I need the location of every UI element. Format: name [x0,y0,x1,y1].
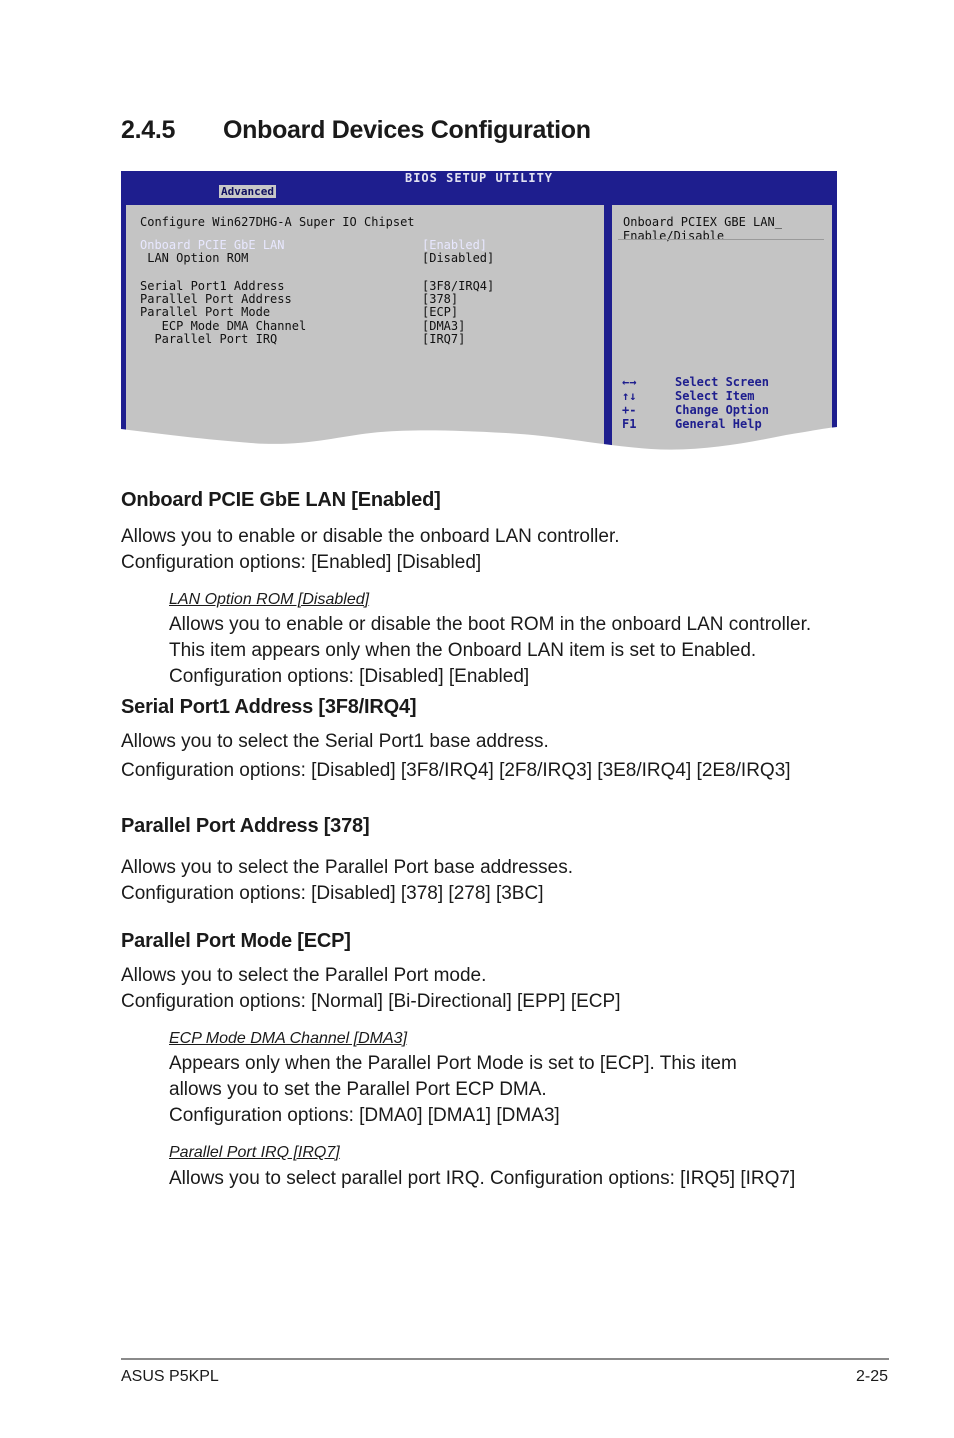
par-mode-desc: Allows you to select the Parallel Port mode. [121,965,487,986]
bios-row-value: [DMA3] [422,319,466,333]
bios-row-label: Parallel Port IRQ [140,332,278,346]
bios-screenshot [121,171,837,458]
onboard-lan-desc: Allows you to enable or disable the onboard LAN controller. [121,526,620,547]
heading-parallel-address: Parallel Port Address [378] [121,815,370,837]
footer-product: ASUS P5KPL [121,1368,219,1385]
footer-page-number: 2-25 [855,1368,888,1385]
ecp-dma-desc-2: allows you to set the Parallel Port ECP DMA. [169,1079,547,1100]
bios-row-value: [Enabled] [422,238,488,252]
par-irq-desc: Allows you to select parallel port IRQ. Configuration options: [IRQ5] [IRQ7] [169,1168,796,1189]
bios-row-label: ECP Mode DMA Channel [140,319,307,333]
section-title-text: Onboard Devices Configuration [223,116,591,144]
footer-rule [121,1358,889,1360]
bios-row-label: Parallel Port Address [140,292,292,306]
bios-row-value: [3F8/IRQ4] [422,279,495,293]
bios-row-value: [IRQ7] [422,332,466,346]
par-addr-desc: Allows you to select the Parallel Port base addresses. [121,857,574,878]
heading-parallel-mode: Parallel Port Mode [ECP] [121,930,351,952]
serial-desc: Allows you to select the Serial Port1 base address. [121,731,549,752]
bios-help-text: Onboard PCIEX GBE LAN_ Enable/Disable [623,215,782,243]
f1-key-icon: F1 [622,417,637,431]
arrows-left-right-icon: ←→ [622,375,637,389]
bios-key-desc: Select Item [675,389,755,403]
bios-row-label: LAN Option ROM [140,251,249,265]
lan-rom-desc: Allows you to enable or disable the boot ROM in the onboard LAN controller. [169,614,812,635]
onboard-lan-options: Configuration options: [Enabled] [Disabled] [121,552,482,573]
bios-row-label: Serial Port1 Address [140,279,285,293]
bios-row-label: Parallel Port Mode [140,305,271,319]
bios-key-desc: Change Option [675,403,769,417]
bios-row-value: [Disabled] [422,251,495,265]
bios-key-desc: General Help [675,417,762,431]
lan-rom-note: This item appears only when the Onboard LAN item is set to Enabled. [169,640,757,661]
bios-key-desc: Select Screen [675,375,769,389]
bios-tab-advanced[interactable]: Advanced [221,185,274,198]
subheading-lan-option-rom: LAN Option ROM [Disabled] [169,591,370,608]
bios-row-label: Onboard PCIE GbE LAN [140,238,285,252]
par-mode-options: Configuration options: [Normal] [Bi-Directional] [EPP] [ECP] [121,991,621,1012]
bios-row-value: [378] [422,292,459,306]
subheading-parallel-irq: Parallel Port IRQ [IRQ7] [169,1144,340,1161]
ecp-dma-options: Configuration options: [DMA0] [DMA1] [DMA3] [169,1105,560,1126]
bios-row-value: [ECP] [422,305,459,319]
section-title [121,116,591,145]
ecp-dma-desc: Appears only when the Parallel Port Mode is set to [ECP]. This item [169,1053,737,1074]
torn-edge-overlay [121,171,837,458]
section-number: 2.4.5 [121,116,176,144]
heading-serial-port1: Serial Port1 Address [3F8/IRQ4] [121,696,417,718]
par-addr-options: Configuration options: [Disabled] [378] [278] [3BC] [121,883,544,904]
plus-minus-icon: +- [622,403,637,417]
lan-rom-options: Configuration options: [Disabled] [Enabled] [169,666,530,687]
bios-title: BIOS SETUP UTILITY [404,171,554,185]
subheading-ecp-dma: ECP Mode DMA Channel [DMA3] [169,1030,408,1047]
arrows-up-down-icon: ↑↓ [622,389,637,403]
bios-panel-header: Configure Win627DHG-A Super IO Chipset [140,215,415,229]
heading-onboard-lan: Onboard PCIE GbE LAN [Enabled] [121,489,441,511]
serial-options: Configuration options: [Disabled] [3F8/IRQ4] [2F8/IRQ3] [3E8/IRQ4] [2E8/IRQ3] [121,760,791,781]
